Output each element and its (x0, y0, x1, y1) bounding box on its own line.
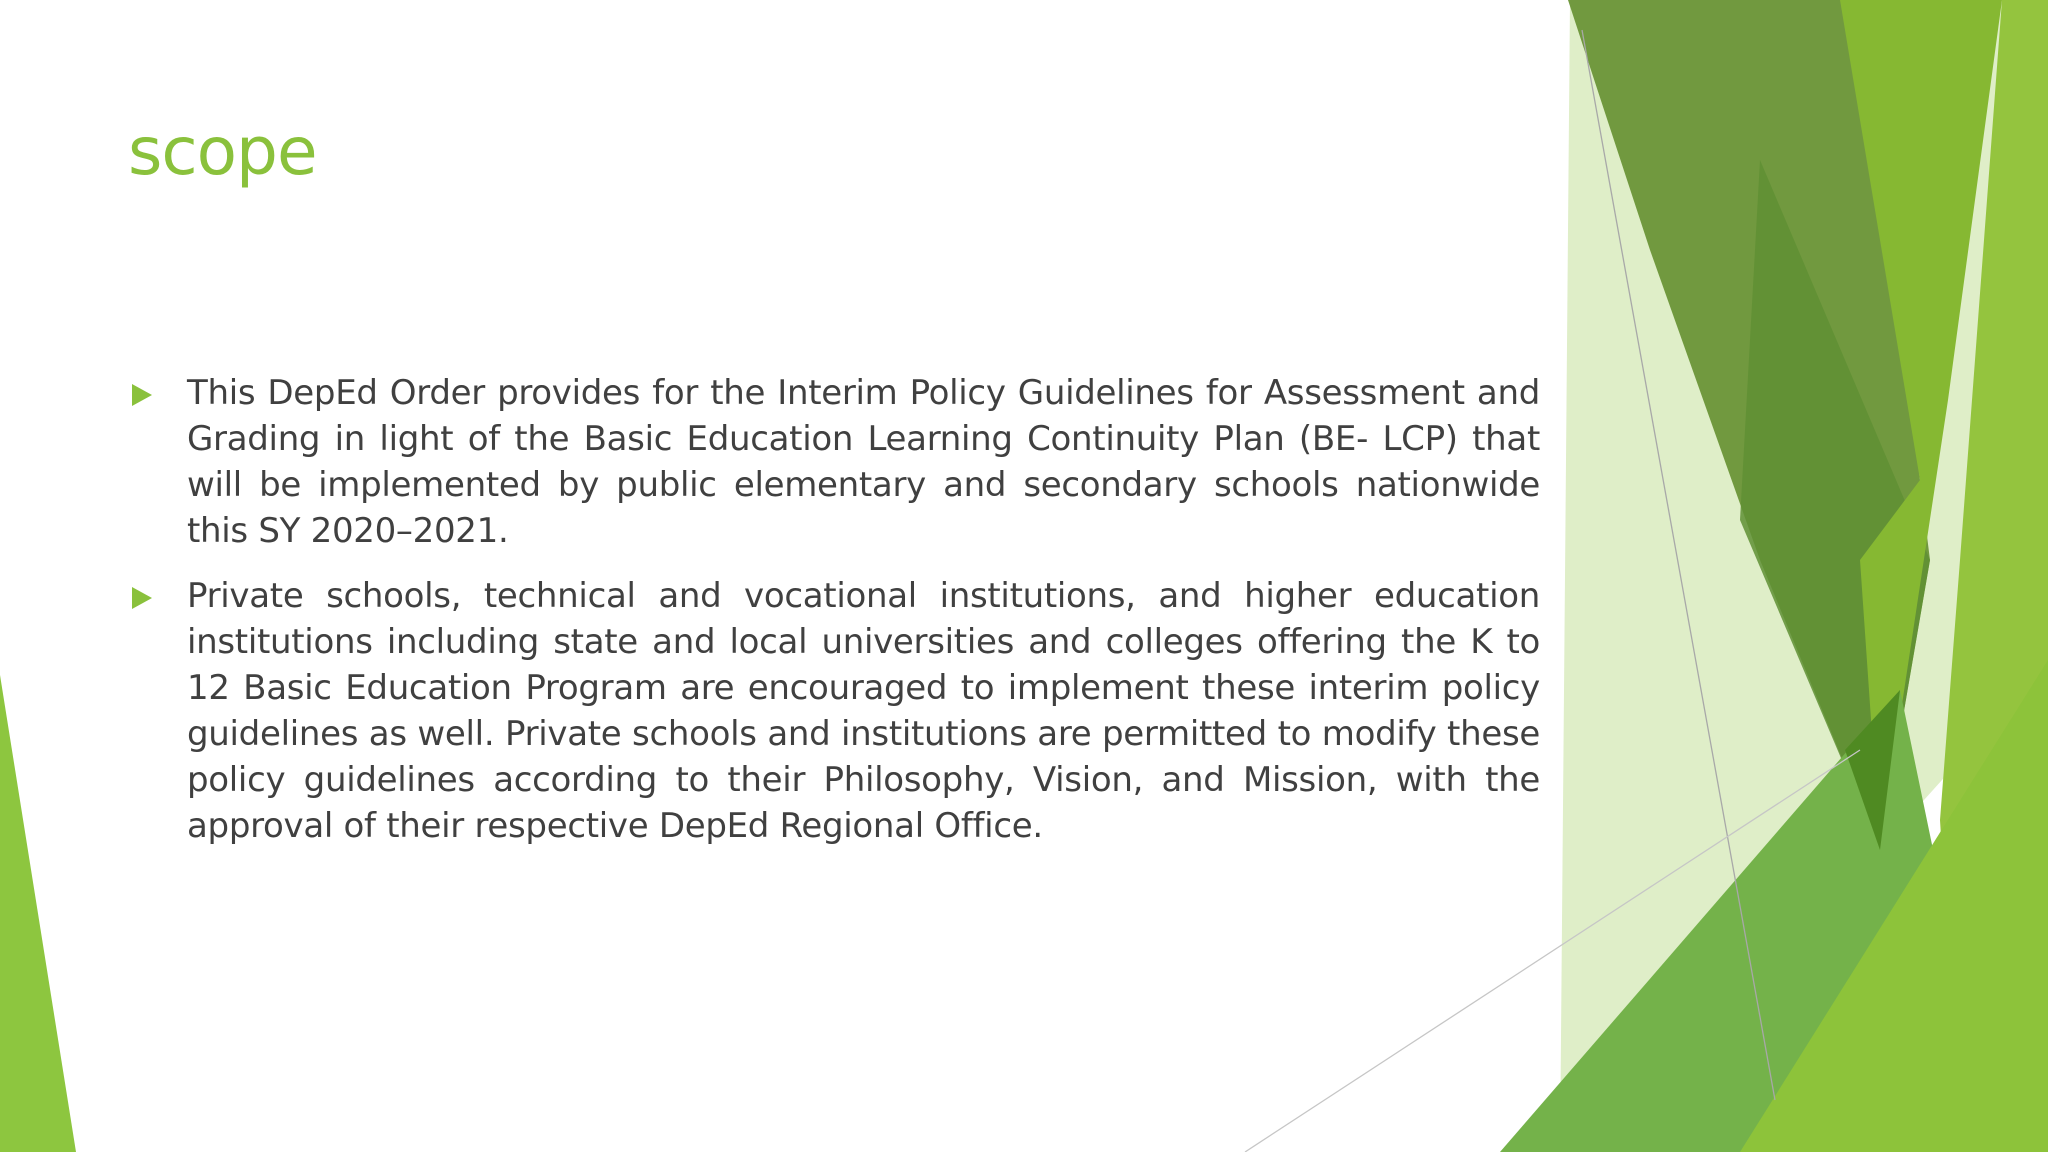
slide-title: scope (128, 113, 317, 190)
bullet-item (128, 370, 1540, 554)
left-edge-shape (0, 675, 76, 1152)
triangle-right-icon (132, 587, 152, 609)
bullet-list (128, 370, 1540, 868)
triangle-right-icon (132, 384, 152, 406)
bullet-text: This DepEd Order provides for the Interim Policy Guidelines for Assessment and Grading in light of the Basic Education Learning Continuity Plan (BE- LCP) that will be implemented by public elementary and secondary schools nationwide this SY 2020–2021. (187, 373, 1540, 551)
bullet-item (128, 573, 1540, 849)
bullet-text: Private schools, technical and vocational institutions, and higher education institutions including state and local universities and colleges offering the K to 12 Basic Education Program are encouraged to implement these interim policy guidelines as well. Private schools and institutions are permitted to modify these policy guidelines according to their Philosophy, Vision, and Mission, with the approval of their respective DepEd Regional Office. (187, 576, 1540, 846)
